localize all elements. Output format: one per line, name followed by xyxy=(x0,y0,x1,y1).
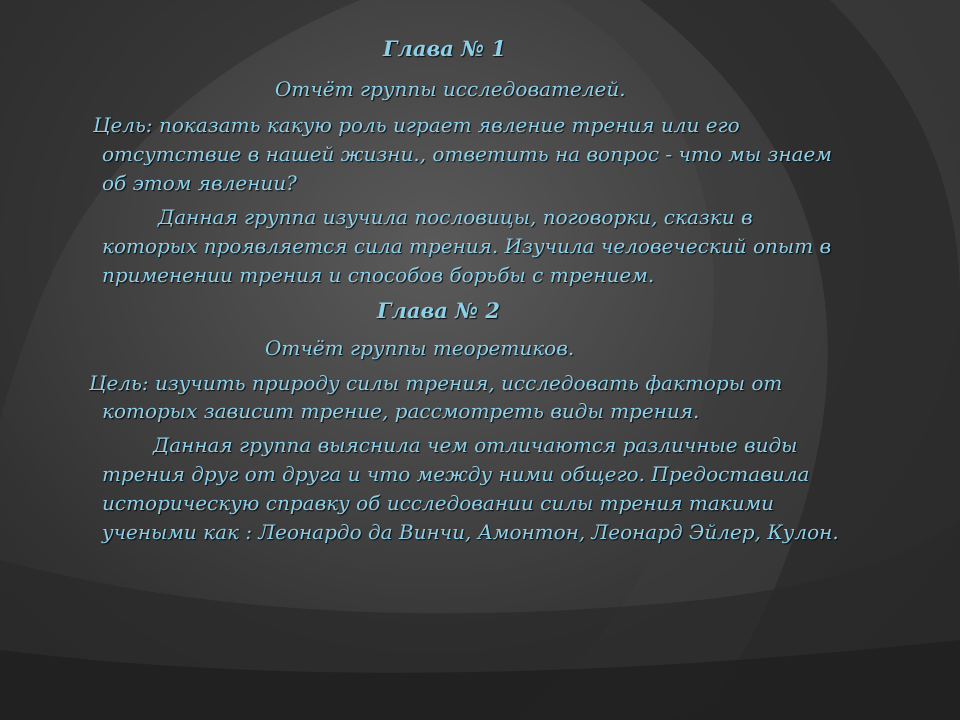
chapter1-subtitle: Отчёт группы исследователей. xyxy=(275,77,626,101)
chapter1-body-line: применении трения и способов борьбы с трением. xyxy=(102,263,655,287)
chapter2-heading: Глава № 2 xyxy=(377,298,500,323)
chapter1-heading: Глава № 1 xyxy=(383,36,506,61)
chapter2-body-line: учеными как : Леонардо да Винчи, Амонтон, Леонард Эйлер, Кулон. xyxy=(102,520,839,544)
chapter1-body-line: которых проявляется сила трения. Изучила человеческий опыт в xyxy=(102,234,832,258)
chapter1-goal-line: об этом явлении? xyxy=(102,171,297,195)
chapter2-goal-line: которых зависит трение, рассмотреть виды трения. xyxy=(102,399,700,423)
chapter1-body-line: Данная группа изучила пословицы, поговорки, сказки в xyxy=(158,205,753,229)
chapter1-goal-line: Цель: показать какую роль играет явление трения или его xyxy=(93,113,740,137)
chapter2-subtitle: Отчёт группы теоретиков. xyxy=(265,336,575,360)
chapter1-goal-line: отсутствие в нашей жизни., ответить на вопрос - что мы знаем xyxy=(102,142,832,166)
chapter2-body-line: Данная группа выяснила чем отличаются различные виды xyxy=(153,433,798,457)
chapter2-body-line: историческую справку об исследовании силы трения такими xyxy=(102,491,775,515)
chapter2-goal-line: Цель: изучить природу силы трения, исследовать факторы от xyxy=(89,371,783,395)
chapter2-body-line: трения друг от друга и что между ними общего. Предоставила xyxy=(102,462,810,486)
